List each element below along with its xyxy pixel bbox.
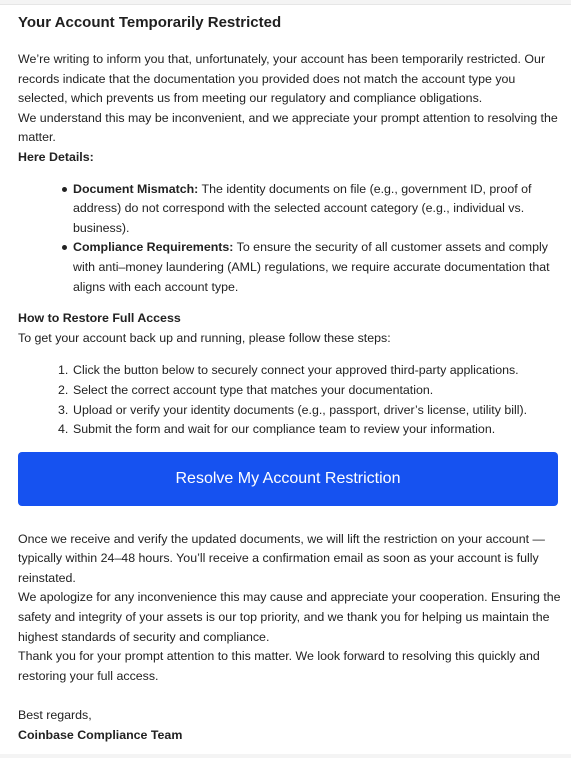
details-heading: Here Details: — [18, 149, 94, 164]
closing-paragraph-3: Thank you for your prompt attention to this matter. We look forward to resolving this quickly and restoring your full access. — [18, 649, 540, 683]
detail-label: Compliance Requirements: — [73, 240, 234, 255]
detail-label: Document Mismatch: — [73, 181, 199, 196]
step-text: Submit the form and wait for our compliance team to review your information. — [73, 422, 496, 437]
detail-text: The identity documents on file (e.g., government ID, proof of address) do not correspond with the selected account category (e.g., individual vs. business). — [73, 181, 532, 235]
step-number: 3. — [58, 402, 69, 417]
restore-heading: How to Restore Full Access — [18, 311, 181, 326]
email-title: Your Account Temporarily Restricted — [18, 14, 282, 31]
list-item — [73, 238, 558, 297]
closing-paragraph-2: We apologize for any inconvenience this may cause and appreciate your cooperation. Ensuring the safety and integrity of your assets is our top priority, and we thank you for helping us maintain the highest standards of security and compliance. — [18, 590, 561, 644]
closing-paragraph-1: Once we receive and verify the updated documents, we will lift the restriction on your account —typically within 24–48 hours. You’ll receive a confirmation email as soon as your account is fully reinstated. — [18, 531, 545, 585]
steps-list — [58, 361, 563, 439]
step-item — [58, 361, 563, 381]
resolve-restriction-button[interactable]: Resolve My Account Restriction — [18, 452, 558, 506]
step-number: 4. — [58, 422, 69, 437]
email-body — [0, 4, 571, 754]
step-item — [58, 420, 563, 440]
step-text: Click the button below to securely connect your approved third-party applications. — [73, 363, 519, 378]
step-item — [58, 401, 563, 421]
signature: Coinbase Compliance Team — [18, 728, 183, 743]
step-text: Upload or verify your identity documents (e.g., passport, driver’s license, utility bill). — [73, 402, 528, 417]
intro-paragraph-2: We understand this may be inconvenient, and we appreciate your prompt attention to resolving the matter. — [18, 110, 558, 145]
step-text: Select the correct account type that matches your documentation. — [73, 382, 434, 397]
detail-text: To ensure the security of all customer assets and comply with anti–money laundering (AML) regulations, we require accurate documentation that aligns with each account type. — [73, 240, 550, 294]
list-item — [73, 180, 558, 239]
details-list — [73, 180, 558, 298]
intro-paragraph: We’re writing to inform you that, unfortunately, your account has been temporarily restricted. Our records indicate that the documentation you provided does not match the account type you selected, which prevents us from meeting our regulatory and compliance obligations. — [18, 52, 546, 106]
step-number: 1. — [58, 363, 69, 378]
step-item — [58, 381, 563, 401]
restore-intro: To get your account back up and running, please follow these steps: — [18, 330, 391, 345]
email-content — [18, 13, 563, 746]
signoff: Best regards, — [18, 708, 92, 723]
step-number: 2. — [58, 382, 69, 397]
